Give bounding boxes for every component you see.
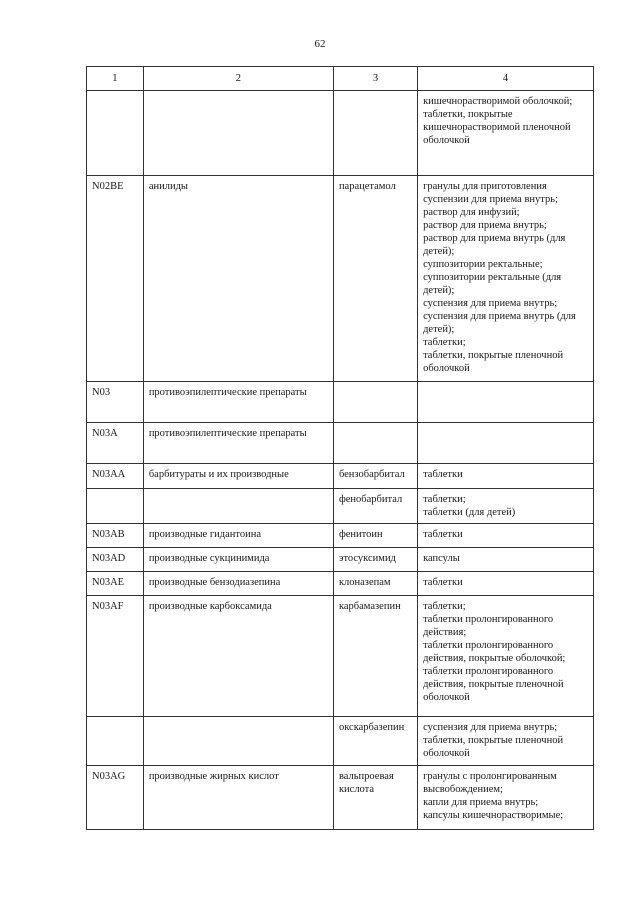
substance-cell: окскарбазепин (333, 717, 417, 766)
dosage-form: таблетки (для детей) (423, 507, 516, 518)
dosage-form: суспензия для приема внутрь; (423, 298, 558, 309)
dosage-form: кишечнорастворимой оболочкой; (423, 96, 573, 107)
group-name-cell: производные бензодиазепина (143, 572, 333, 596)
dosage-forms-cell (418, 176, 594, 382)
page-number: 62 (314, 38, 326, 50)
dosage-forms-cell (418, 423, 594, 464)
table-row (87, 489, 594, 524)
table-row (87, 572, 594, 596)
atc-code-cell: N03AA (87, 464, 144, 489)
dosage-form: суспензия для приема внутрь; (423, 722, 558, 733)
dosage-form: суппозитории ректальные; (423, 259, 543, 270)
table-row (87, 176, 594, 382)
group-name-cell: производные гидантоина (143, 524, 333, 548)
atc-code-cell (87, 489, 144, 524)
substance-cell: клоназепам (333, 572, 417, 596)
dosage-form: таблетки; (423, 494, 466, 505)
atc-code-cell: N03AG (87, 766, 144, 830)
dosage-forms-cell (418, 464, 594, 489)
column-header-3: 3 (333, 67, 417, 91)
table-row (87, 524, 594, 548)
dosage-form: раствор для приема внутрь; (423, 220, 547, 231)
dosage-form: гранулы для приготовления суспензии для приема внутрь; (423, 181, 558, 205)
atc-code-cell: N02BE (87, 176, 144, 382)
substance-cell: бензобарбитал (333, 464, 417, 489)
table-row (87, 548, 594, 572)
atc-code-cell: N03A (87, 423, 144, 464)
dosage-form: таблетки (423, 577, 463, 588)
atc-code-cell: N03AB (87, 524, 144, 548)
atc-code-cell: N03AE (87, 572, 144, 596)
dosage-form: таблетки; (423, 337, 466, 348)
table-row (87, 382, 594, 423)
column-header-2: 2 (143, 67, 333, 91)
group-name-cell: производные жирных кислот (143, 766, 333, 830)
dosage-forms-cell (418, 524, 594, 548)
dosage-form: таблетки (423, 469, 463, 480)
table-row (87, 423, 594, 464)
dosage-forms-cell (418, 91, 594, 176)
table-row (87, 91, 594, 176)
drug-table (86, 66, 594, 830)
substance-cell: парацетамол (333, 176, 417, 382)
substance-cell: этосуксимид (333, 548, 417, 572)
dosage-form: капсулы (423, 553, 460, 564)
dosage-forms-cell (418, 596, 594, 717)
dosage-form: таблетки, покрытые пленочной оболочкой (423, 735, 564, 759)
dosage-form: раствор для приема внутрь (для детей); (423, 233, 566, 257)
substance-cell: карбамазепин (333, 596, 417, 717)
substance-cell (333, 423, 417, 464)
dosage-forms-cell (418, 489, 594, 524)
dosage-forms-cell (418, 766, 594, 830)
dosage-form: гранулы с пролонгированным высвобождением; (423, 771, 557, 795)
dosage-forms-cell (418, 717, 594, 766)
dosage-form: капсулы кишечнорастворимые; (423, 810, 564, 821)
dosage-form: таблетки пролонгированного действия; (423, 614, 554, 638)
group-name-cell: производные сукцинимида (143, 548, 333, 572)
group-name-cell: производные карбоксамида (143, 596, 333, 717)
substance-cell: фенитоин (333, 524, 417, 548)
atc-code-cell: N03AF (87, 596, 144, 717)
group-name-cell: анилиды (143, 176, 333, 382)
substance-cell (333, 91, 417, 176)
dosage-form: таблетки (423, 529, 463, 540)
dosage-form: таблетки пролонгированного действия, покрытые оболочкой; (423, 640, 566, 664)
dosage-form: раствор для инфузий; (423, 207, 520, 218)
atc-code-cell (87, 717, 144, 766)
table-body (87, 91, 594, 830)
column-header-4: 4 (418, 67, 594, 91)
table-row (87, 596, 594, 717)
substance-cell: фенобарбитал (333, 489, 417, 524)
column-header-1: 1 (87, 67, 144, 91)
dosage-forms-cell (418, 572, 594, 596)
group-name-cell: барбитураты и их производные (143, 464, 333, 489)
atc-code-cell (87, 91, 144, 176)
group-name-cell (143, 91, 333, 176)
dosage-form: таблетки, покрытые пленочной оболочкой (423, 350, 564, 374)
dosage-forms-cell (418, 382, 594, 423)
atc-code-cell: N03 (87, 382, 144, 423)
dosage-form: суспензия для приема внутрь (для детей); (423, 311, 576, 335)
group-name-cell: противоэпилептические препараты (143, 382, 333, 423)
substance-cell: вальпроевая кислота (333, 766, 417, 830)
dosage-form: таблетки пролонгированного действия, покрытые пленочной оболочкой (423, 666, 564, 703)
substance-cell (333, 382, 417, 423)
dosage-form: таблетки; (423, 601, 466, 612)
dosage-forms-cell (418, 548, 594, 572)
table-row (87, 766, 594, 830)
group-name-cell (143, 489, 333, 524)
table-row (87, 464, 594, 489)
group-name-cell: противоэпилептические препараты (143, 423, 333, 464)
dosage-form: суппозитории ректальные (для детей); (423, 272, 562, 296)
dosage-form: таблетки, покрытые кишечнорастворимой пленочной оболочкой (423, 109, 571, 146)
table-row (87, 717, 594, 766)
group-name-cell (143, 717, 333, 766)
atc-code-cell: N03AD (87, 548, 144, 572)
dosage-form: капли для приема внутрь; (423, 797, 539, 808)
table-header-row (87, 67, 594, 91)
